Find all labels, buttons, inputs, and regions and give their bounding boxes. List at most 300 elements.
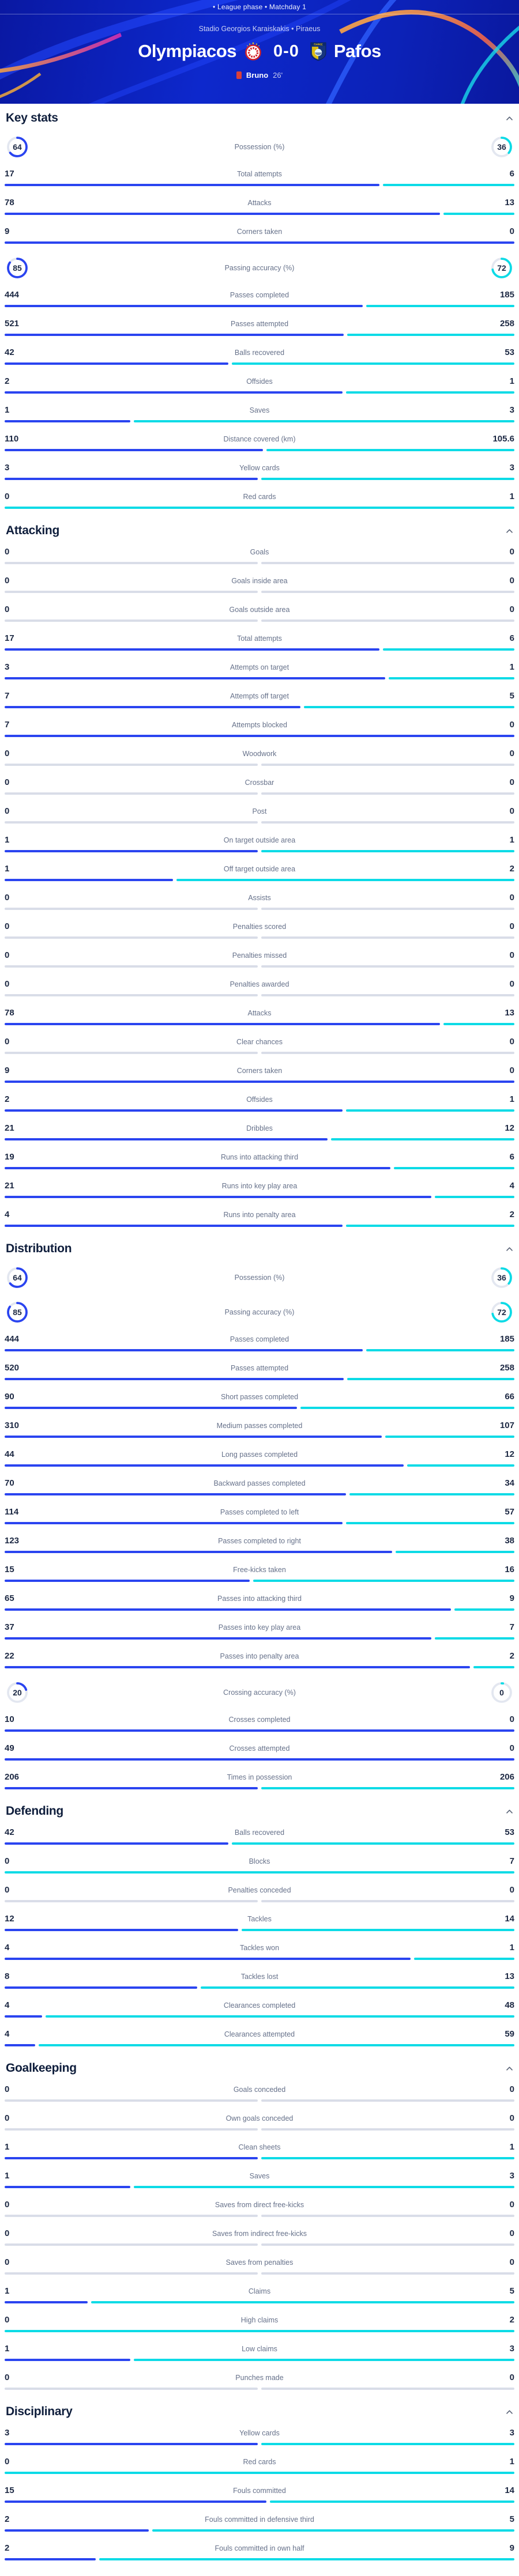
home-value: 110	[5, 434, 19, 444]
stat-bar	[5, 391, 514, 394]
stat-row	[5, 2424, 514, 2445]
away-value: 13	[505, 1008, 514, 1018]
home-bar-segment	[5, 420, 130, 422]
home-bar-segment	[5, 1666, 470, 1668]
section-header[interactable]	[5, 104, 514, 130]
stat-row	[5, 1852, 514, 1874]
home-value: 44	[5, 1449, 14, 1459]
away-value: 5	[509, 2514, 514, 2524]
stat-bar	[5, 1666, 514, 1668]
away-bar-segment	[346, 1522, 514, 1524]
collapse-chevron-icon[interactable]	[506, 1247, 513, 1252]
stat-bar	[5, 1787, 514, 1789]
stat-row	[5, 543, 514, 564]
home-value: 9	[5, 226, 10, 236]
venue-text: Stadio Georgios Karaiskakis • Piraeus	[198, 25, 321, 33]
away-value: 48	[505, 2000, 514, 2010]
stat-row	[5, 716, 514, 737]
away-bar-segment	[261, 908, 514, 910]
stat-label: Clearances attempted	[224, 2030, 295, 2038]
stat-bar	[5, 1522, 514, 1524]
stat-label: Tackles lost	[240, 1973, 279, 1981]
stat-bar	[5, 2301, 514, 2303]
stat-bar	[5, 1436, 514, 1438]
home-bar-segment	[5, 362, 228, 365]
home-value: 1	[5, 2171, 10, 2181]
away-bar-segment	[261, 2128, 514, 2131]
home-bar-segment	[5, 591, 258, 593]
away-value: 0	[509, 1885, 514, 1895]
home-value: 0	[5, 492, 10, 501]
home-bar-segment	[5, 2215, 258, 2217]
home-bar-segment	[5, 478, 258, 480]
stat-bar	[5, 879, 514, 881]
home-bar-segment	[5, 2243, 258, 2246]
home-team-badge-icon[interactable]	[243, 41, 263, 61]
away-value: 0	[509, 2084, 514, 2094]
home-bar-segment	[5, 1787, 258, 1789]
home-bar-segment	[5, 562, 258, 564]
away-bar-segment	[5, 2330, 514, 2332]
stat-label: On target outside area	[223, 836, 296, 844]
section-header[interactable]	[5, 1797, 514, 1823]
collapse-chevron-icon[interactable]	[506, 2409, 513, 2415]
away-value: 0	[509, 2373, 514, 2382]
stat-row	[5, 2369, 514, 2390]
home-bar-segment	[5, 305, 363, 307]
stat-label: Penalties awarded	[230, 980, 289, 988]
home-value: 0	[5, 950, 10, 960]
away-bar-segment	[443, 213, 514, 215]
away-bar-segment	[242, 1929, 514, 1931]
home-value: 0	[5, 893, 10, 902]
competition-label: • League phase • Matchday 1	[213, 3, 306, 11]
stat-label: Attempts off target	[230, 692, 289, 700]
home-bar-segment	[5, 764, 258, 766]
stat-bar	[5, 2215, 514, 2217]
stat-row	[5, 687, 514, 708]
home-value: 19	[5, 1152, 14, 1162]
stat-label: Penalties scored	[232, 923, 287, 931]
stat-row	[5, 251, 514, 286]
stat-label: Possession (%)	[234, 1274, 285, 1282]
home-bar-segment	[5, 184, 379, 186]
home-bar-segment	[5, 1052, 258, 1054]
away-value: 1	[509, 1094, 514, 1104]
stat-row	[5, 2282, 514, 2303]
stat-bar	[5, 792, 514, 795]
home-bar-segment	[5, 1138, 328, 1140]
home-value: 42	[5, 348, 14, 357]
stat-bar	[5, 1349, 514, 1351]
home-bar-segment	[5, 706, 300, 708]
away-bar-segment	[261, 850, 514, 852]
stat-label: Total attempts	[237, 634, 282, 643]
stat-bar	[5, 1407, 514, 1409]
home-value: 1	[5, 2344, 10, 2354]
stat-label: Passes into attacking third	[217, 1595, 302, 1603]
away-value: 0	[509, 921, 514, 931]
home-value: 42	[5, 1827, 14, 1837]
stat-bar	[5, 2243, 514, 2246]
stat-row	[5, 2340, 514, 2361]
away-bar-segment	[261, 1900, 514, 1902]
away-bar-segment	[261, 2388, 514, 2390]
stat-label: Passes attempted	[230, 1364, 289, 1372]
section-attacking	[5, 516, 514, 1227]
away-value: 1	[509, 376, 514, 386]
stat-row	[5, 975, 514, 996]
stat-row	[5, 1881, 514, 1902]
home-value: 22	[5, 1651, 14, 1661]
stat-label: Passing accuracy (%)	[224, 1308, 295, 1316]
stat-label: Saves	[249, 406, 270, 414]
stat-row	[5, 2481, 514, 2503]
stat-row	[5, 917, 514, 939]
stat-label: Clear chances	[236, 1038, 283, 1046]
home-value: 3	[5, 662, 10, 672]
stat-label: Saves	[249, 2172, 270, 2180]
section-title: Key stats	[6, 111, 58, 124]
home-ring-gauge	[5, 1265, 30, 1290]
collapse-chevron-icon[interactable]	[506, 116, 513, 121]
stat-label: Low claims	[242, 2345, 277, 2353]
away-value: 36	[497, 1273, 506, 1282]
stat-bar	[5, 2472, 514, 2474]
home-value: 0	[5, 2228, 10, 2238]
stat-bar	[5, 562, 514, 564]
stat-bar	[5, 2443, 514, 2445]
collapse-chevron-icon[interactable]	[506, 528, 513, 534]
away-value: 0	[509, 1743, 514, 1753]
home-value: 10	[5, 1714, 14, 1724]
stat-label: Distance covered (km)	[223, 435, 296, 443]
stat-row	[5, 1910, 514, 1931]
stat-bar	[5, 2128, 514, 2131]
away-bar-segment	[261, 1052, 514, 1054]
away-bar-segment	[435, 1196, 514, 1198]
away-bar-segment	[383, 184, 514, 186]
home-team-name[interactable]: Olympiacos	[138, 41, 236, 61]
home-value: 12	[5, 1914, 14, 1924]
stat-bar	[5, 821, 514, 824]
home-value: 65	[5, 1593, 14, 1603]
home-bar-segment	[5, 2015, 42, 2018]
home-value: 521	[5, 319, 20, 328]
away-bar-segment	[46, 2015, 514, 2018]
away-ring-gauge	[489, 255, 514, 281]
stat-label: Assists	[248, 894, 271, 902]
away-value: 1	[509, 1943, 514, 1952]
stat-label: Free-kicks taken	[233, 1566, 286, 1574]
away-bar-segment	[261, 478, 514, 480]
collapse-chevron-icon[interactable]	[506, 2066, 513, 2071]
home-bar-segment	[5, 821, 258, 824]
stat-bar	[5, 936, 514, 939]
stat-row	[5, 130, 514, 165]
away-bar-segment	[331, 1138, 514, 1140]
stat-row	[5, 1474, 514, 1495]
collapse-chevron-icon[interactable]	[506, 1809, 513, 1814]
home-value: 1	[5, 2142, 10, 2152]
stat-bar	[5, 706, 514, 708]
away-bar-segment	[5, 1871, 514, 1874]
home-value: 444	[5, 290, 20, 300]
stat-row	[5, 1033, 514, 1054]
away-bar-segment	[261, 936, 514, 939]
home-bar-segment	[5, 1407, 297, 1409]
away-value: 36	[497, 142, 506, 152]
home-bar-segment	[5, 2186, 130, 2188]
stat-row	[5, 222, 514, 244]
stat-bar	[5, 2272, 514, 2275]
away-value: 0	[509, 2228, 514, 2238]
section-header[interactable]	[5, 516, 514, 543]
away-bar-segment	[347, 334, 514, 336]
stat-label: Fouls committed in defensive third	[205, 2515, 314, 2524]
stat-label: Yellow cards	[239, 464, 280, 472]
away-value: 16	[505, 1565, 514, 1574]
stat-label: Runs into key play area	[221, 1182, 298, 1190]
stat-row	[5, 1148, 514, 1169]
away-value: 0	[509, 547, 514, 557]
stat-bar	[5, 1637, 514, 1640]
stat-bar	[5, 2186, 514, 2188]
home-bar-segment	[5, 2388, 258, 2390]
away-bar-segment	[454, 1608, 514, 1611]
stat-row	[5, 2539, 514, 2560]
stat-label: Passes completed to left	[220, 1508, 299, 1516]
home-bar-segment	[5, 1493, 346, 1495]
stat-row	[5, 1739, 514, 1761]
away-bar-segment	[443, 1023, 514, 1025]
home-value: 0	[5, 806, 10, 816]
stat-bar	[5, 241, 514, 244]
away-value: 0	[509, 720, 514, 730]
home-bar-segment	[5, 1109, 343, 1112]
home-value: 85	[13, 1308, 22, 1317]
away-value: 0	[509, 806, 514, 816]
home-bar-segment	[5, 2272, 258, 2275]
away-value: 34	[505, 1478, 514, 1488]
home-value: 0	[5, 921, 10, 931]
home-bar-segment	[5, 879, 173, 881]
away-team-badge-icon[interactable]	[310, 41, 327, 61]
home-bar-segment	[5, 1758, 514, 1761]
stat-row	[5, 1062, 514, 1083]
away-bar-segment	[261, 2157, 514, 2159]
away-value: 2	[509, 2315, 514, 2325]
competition-breadcrumb	[0, 0, 519, 14]
stat-row	[5, 1676, 514, 1710]
stat-row	[5, 430, 514, 451]
away-value: 3	[509, 2428, 514, 2438]
stat-bar	[5, 1758, 514, 1761]
away-ring-gauge	[489, 1680, 514, 1705]
stat-bar	[5, 1225, 514, 1227]
away-bar-segment	[270, 2501, 514, 2503]
away-ring-gauge	[489, 1300, 514, 1325]
stat-label: Offsides	[246, 1096, 273, 1104]
stat-label: Tackles	[247, 1915, 272, 1923]
event-player-name[interactable]: Bruno	[246, 71, 269, 80]
away-value: 1	[509, 835, 514, 845]
stat-row	[5, 372, 514, 394]
home-bar-segment	[5, 2359, 130, 2361]
red-card-icon	[236, 71, 242, 79]
stat-bar	[5, 620, 514, 622]
stat-row	[5, 1647, 514, 1668]
stat-label: Attempts on target	[230, 663, 289, 671]
stat-label: Balls recovered	[234, 349, 285, 357]
home-ring-gauge	[5, 1680, 30, 1705]
stat-label: Crossing accuracy (%)	[223, 1689, 296, 1697]
home-bar-segment	[5, 965, 258, 968]
away-value: 0	[509, 1714, 514, 1724]
away-ring-gauge	[489, 1265, 514, 1290]
home-value: 0	[5, 1037, 10, 1047]
stat-label: Saves from direct free-kicks	[215, 2201, 304, 2209]
away-bar-segment	[261, 1787, 514, 1789]
stat-row	[5, 343, 514, 365]
stat-label: Fouls committed in own half	[215, 2544, 304, 2552]
away-value: 5	[509, 2286, 514, 2296]
section-header[interactable]	[5, 1234, 514, 1261]
away-value: 0	[509, 605, 514, 614]
away-bar-segment	[346, 1109, 514, 1112]
away-bar-segment	[407, 1464, 514, 1467]
stat-label: Backward passes completed	[213, 1479, 306, 1487]
home-bar-segment	[5, 1196, 431, 1198]
home-value: 3	[5, 2428, 10, 2438]
away-value: 107	[499, 1421, 514, 1430]
home-value: 0	[5, 749, 10, 758]
home-value: 85	[13, 263, 22, 273]
stat-row	[5, 1589, 514, 1611]
stat-bar	[5, 965, 514, 968]
home-value: 4	[5, 1210, 10, 1219]
stat-row	[5, 2510, 514, 2532]
stat-row	[5, 1445, 514, 1467]
stat-row	[5, 745, 514, 766]
away-value: 0	[509, 2200, 514, 2209]
away-value: 4	[509, 1181, 514, 1191]
home-bar-segment	[5, 1225, 343, 1227]
stat-row	[5, 831, 514, 852]
stat-bar	[5, 1729, 514, 1732]
stat-row	[5, 1090, 514, 1112]
away-value: 1	[509, 2457, 514, 2467]
home-bar-segment	[5, 1436, 382, 1438]
stat-label: Medium passes completed	[216, 1422, 303, 1430]
home-bar-segment	[5, 2099, 258, 2102]
away-bar-segment	[261, 965, 514, 968]
section-header[interactable]	[5, 2397, 514, 2424]
home-value: 2	[5, 2514, 10, 2524]
stats-sections-container	[0, 104, 519, 2576]
svg-text:ΠΑΦΟΣ: ΠΑΦΟΣ	[314, 43, 323, 46]
home-ring-gauge	[5, 255, 30, 281]
stat-row	[5, 572, 514, 593]
home-value: 15	[5, 2486, 14, 2495]
away-value: 105.6	[492, 434, 514, 444]
stat-row	[5, 2109, 514, 2131]
stat-label: Crosses completed	[228, 1716, 291, 1724]
away-value: 1	[509, 662, 514, 672]
stat-label: Crossbar	[245, 779, 274, 787]
stat-row	[5, 1561, 514, 1582]
event-minute: 26'	[273, 71, 283, 80]
home-bar-segment	[5, 213, 440, 215]
stat-row	[5, 1206, 514, 1227]
stat-row	[5, 1618, 514, 1640]
away-bar-segment	[152, 2529, 514, 2532]
stat-bar	[5, 1023, 514, 1025]
stat-bar	[5, 362, 514, 365]
stat-row	[5, 1503, 514, 1524]
away-value: 59	[505, 2029, 514, 2039]
home-bar-segment	[5, 1522, 343, 1524]
home-bar-segment	[5, 2128, 258, 2131]
stat-row	[5, 315, 514, 336]
away-bar-segment	[232, 1842, 514, 1845]
stat-label: Runs into penalty area	[223, 1211, 296, 1219]
away-value: 1	[509, 2142, 514, 2152]
home-value: 8	[5, 1971, 10, 1981]
home-value: 0	[5, 1856, 10, 1866]
away-value: 3	[509, 2344, 514, 2354]
away-bar-segment	[261, 2443, 514, 2445]
stat-label: Long passes completed	[221, 1451, 298, 1459]
home-value: 1	[5, 835, 10, 845]
home-value: 2	[5, 2543, 10, 2553]
home-bar-segment	[5, 1958, 411, 1960]
section-header[interactable]	[5, 2054, 514, 2080]
stat-bar	[5, 507, 514, 509]
away-bar-segment	[346, 391, 514, 394]
away-value: 185	[499, 290, 514, 300]
stat-label: Total attempts	[237, 170, 282, 178]
stat-bar	[5, 1871, 514, 1874]
stat-row	[5, 1996, 514, 2018]
away-value: 3	[509, 2171, 514, 2181]
home-bar-segment	[5, 620, 258, 622]
stat-bar	[5, 213, 514, 215]
home-bar-segment	[5, 1464, 404, 1467]
away-team-name[interactable]: Pafos	[333, 41, 381, 61]
stat-row	[5, 2453, 514, 2474]
stat-row	[5, 600, 514, 622]
away-bar-segment	[349, 1493, 514, 1495]
home-bar-segment	[5, 735, 514, 737]
home-value: 70	[5, 1478, 14, 1488]
home-value: 20	[13, 1688, 22, 1697]
stat-label: Passes into key play area	[218, 1623, 301, 1631]
home-bar-segment	[5, 2443, 258, 2445]
away-value: 0	[509, 576, 514, 586]
home-value: 1	[5, 405, 10, 415]
stat-label: Passes completed	[230, 1335, 289, 1343]
stat-row	[5, 194, 514, 215]
away-value: 2	[509, 1210, 514, 1219]
home-bar-segment	[5, 1637, 431, 1640]
stat-bar	[5, 2330, 514, 2332]
away-bar-segment	[261, 591, 514, 593]
stat-label: Short passes completed	[220, 1393, 299, 1401]
stat-bar	[5, 1081, 514, 1083]
stat-row	[5, 1330, 514, 1351]
home-value: 1	[5, 2286, 10, 2296]
